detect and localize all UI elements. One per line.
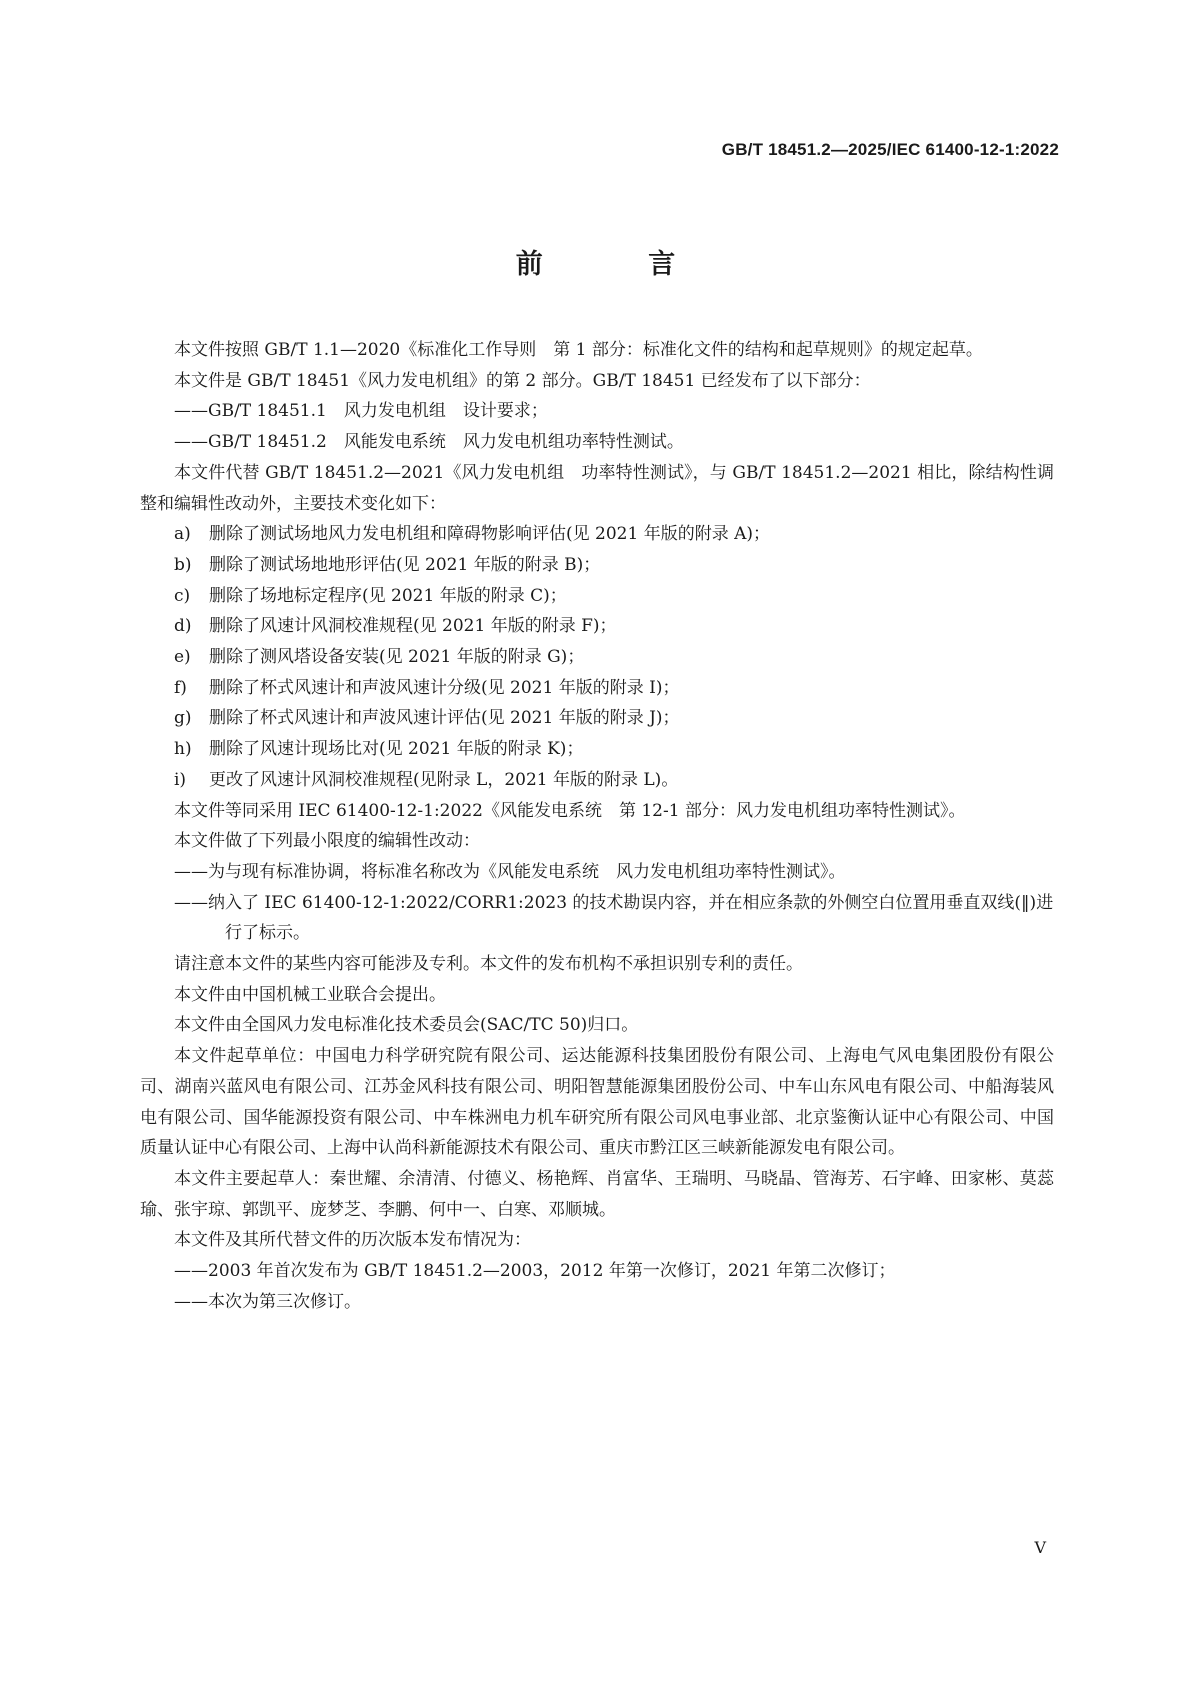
dash-item-part1: ——GB/T 18451.1 风力发电机组 设计要求；	[174, 401, 548, 422]
page-number: V	[1034, 1538, 1046, 1557]
list-item	[140, 581, 1054, 612]
list-text: 删除了测试场地风力发电机组和障碍物影响评估(见 2021 年版的附录 A)；	[209, 524, 771, 545]
paragraph-proposer: 本文件由中国机械工业联合会提出。	[174, 984, 446, 1005]
list-item	[140, 550, 1054, 581]
list-marker: f)	[174, 677, 187, 698]
document-code: GB/T 18451.2—2025/IEC 61400-12-1:2022	[721, 140, 1059, 159]
list-item	[140, 673, 1054, 704]
list-marker: e)	[174, 647, 191, 668]
list-text: 删除了测风塔设备安装(见 2021 年版的附录 G)；	[209, 647, 585, 668]
dash-item-history-2: ——本次为第三次修订。	[174, 1291, 361, 1312]
list-text: 删除了风速计现场比对(见 2021 年版的附录 K)；	[209, 739, 584, 760]
list-item	[140, 765, 1054, 796]
list-text: 删除了杯式风速计和声波风速计评估(见 2021 年版的附录 J)；	[209, 708, 680, 729]
list-text: 删除了风速计风洞校准规程(见 2021 年版的附录 F)；	[209, 616, 617, 637]
list-marker: c)	[174, 585, 191, 606]
list-marker: i)	[174, 769, 187, 790]
paragraph-series-parts: 本文件是 GB/T 18451《风力发电机组》的第 2 部分。GB/T 18451 已经发布了以下部分：	[174, 370, 871, 391]
dash-item-history-1: ——2003 年首次发布为 GB/T 18451.2—2003，2012 年第一次修订，2021 年第二次修订；	[174, 1261, 896, 1282]
list-item	[140, 519, 1054, 550]
list-item	[140, 642, 1054, 673]
list-text: 删除了杯式风速计和声波风速计分级(见 2021 年版的附录 I)；	[209, 677, 680, 698]
paragraph-drafting-units: 本文件起草单位：中国电力科学研究院有限公司、运达能源科技集团股份有限公司、上海电气风电集团股份有限公司、湖南兴蓝风电有限公司、江苏金风科技有限公司、明阳智慧能源集团股份公司、中车山东风电有限公司、中船海装风电有限公司、国华能源投资有限公司、中车株洲电力机车研究所有限公司风电事业部、北京鉴衡认证中心有限公司、中国质量认证中心有限公司、上海中认尚科新能源技术有限公司、重庆市黔江区三峡新能源发电有限公司。	[140, 1046, 1054, 1159]
dash-item-part2: ——GB/T 18451.2 风能发电系统 风力发电机组功率特性测试。	[174, 432, 684, 453]
list-marker: d)	[174, 616, 192, 637]
dash-item-corrigendum: ——纳入了 IEC 61400-12-1:2022/CORR1:2023 的技术勘误内容，并在相应条款的外侧空白位置用垂直双线(‖)进行了标示。	[174, 892, 1054, 944]
list-text: 更改了风速计风洞校准规程(见附录 L，2021 年版的附录 L)。	[209, 769, 679, 790]
paragraph-equivalence: 本文件等同采用 IEC 61400-12-1:2022《风能发电系统 第 12-1 部分：风力发电机组功率特性测试》。	[174, 800, 966, 821]
dash-item-title-change: ——为与现有标准协调，将标准名称改为《风能发电系统 风力发电机组功率特性测试》。	[174, 861, 846, 882]
foreword-body	[140, 335, 1054, 1318]
list-text: 删除了场地标定程序(见 2021 年版的附录 C)；	[209, 585, 567, 606]
paragraph-patent-notice: 请注意本文件的某些内容可能涉及专利。本文件的发布机构不承担识别专利的责任。	[174, 954, 803, 975]
page-title: 前 言	[515, 249, 724, 280]
paragraph-history: 本文件及其所代替文件的历次版本发布情况为：	[174, 1230, 531, 1251]
list-item	[140, 611, 1054, 642]
paragraph-committee: 本文件由全国风力发电标准化技术委员会(SAC/TC 50)归口。	[174, 1015, 639, 1036]
list-marker: a)	[174, 524, 191, 545]
paragraph-drafters: 本文件主要起草人：秦世耀、余清清、付德义、杨艳辉、肖富华、王瑞明、马晓晶、管海芳、石宇峰、田家彬、莫蕊瑜、张宇琼、郭凯平、庞梦芝、李鹏、何中一、白寒、邓顺城。	[140, 1168, 1054, 1220]
list-marker: b)	[174, 554, 192, 575]
list-marker: h)	[174, 739, 192, 760]
paragraph-drafting-basis: 本文件按照 GB/T 1.1—2020《标准化工作导则 第 1 部分：标准化文件的结构和起草规则》的规定起草。	[174, 340, 983, 360]
list-text: 删除了测试场地地形评估(见 2021 年版的附录 B)；	[209, 554, 601, 575]
list-item	[140, 703, 1054, 734]
paragraph-replacement: 本文件代替 GB/T 18451.2—2021《风力发电机组 功率特性测试》，与 GB/T 18451.2—2021 相比，除结构性调整和编辑性改动外，主要技术变化如下：	[140, 462, 1054, 514]
list-item	[140, 734, 1054, 765]
list-marker: g)	[174, 708, 192, 729]
paragraph-editorial-changes: 本文件做了下列最小限度的编辑性改动：	[174, 831, 480, 852]
